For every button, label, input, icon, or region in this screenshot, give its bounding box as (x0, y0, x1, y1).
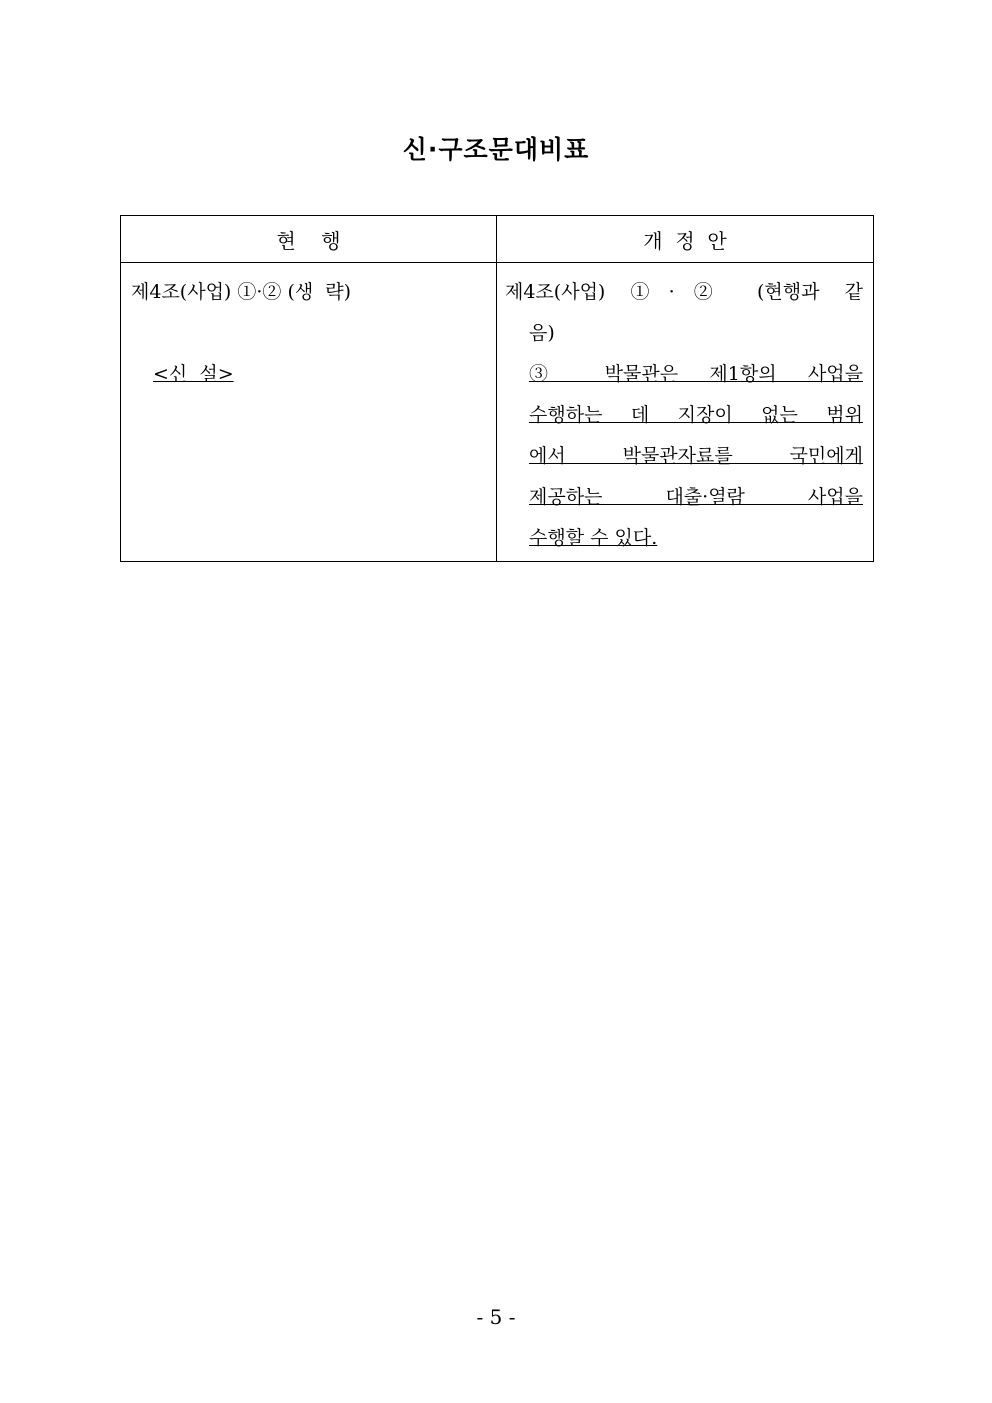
current-blank-line (131, 313, 486, 354)
document-title: 신·구조문대비표 (402, 135, 590, 164)
revised-article-line2: 음) (529, 322, 555, 344)
page-number: - 5 - (476, 1305, 516, 1329)
revised-article-line1: 제4조(사업) ①·② (현행과 같 (505, 281, 863, 303)
revised-text-cell (497, 263, 874, 562)
added-clause-line: ③ 박물관은 제1항의 사업을 (529, 363, 863, 385)
added-clause-line: 에서 박물관자료를 국민에게 (529, 445, 863, 467)
comparison-table (120, 215, 874, 562)
header-revised: 개 정 안 (497, 216, 874, 263)
added-clause-line: 수행하는 데 지장이 없는 범위 (529, 404, 863, 426)
header-current: 현 행 (121, 216, 497, 263)
new-provision-marker: <신 설> (153, 363, 234, 385)
current-text-cell (121, 263, 497, 562)
table-header-row (121, 216, 874, 263)
added-clause-line: 제공하는 대출·열람 사업을 (529, 486, 863, 508)
current-article: 제4조(사업) ①·② (생 략) (131, 281, 352, 303)
added-clause-line: 수행할 수 있다. (529, 527, 658, 549)
table-row (121, 263, 874, 562)
